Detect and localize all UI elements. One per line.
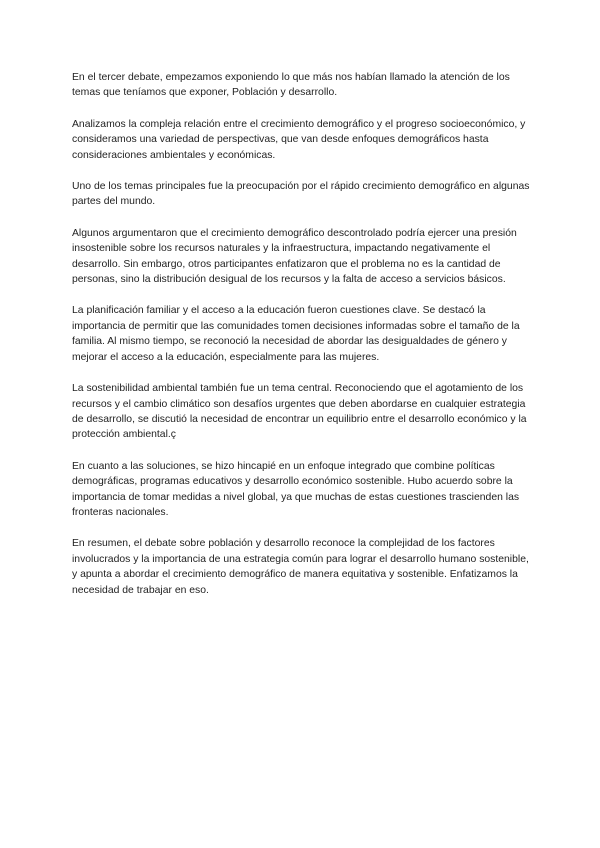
paragraph-sustainability: La sostenibilidad ambiental también fue un tema central. Reconociendo que el agotamiento de los recursos y el cambio climático son desafíos urgentes que deben abordarse en cualquier estrategia de desarrollo, se discutió la necesidad de encontrar un equilibrio entre el desarrollo económico y la protección ambiental.ç: [72, 383, 527, 441]
paragraph-solutions: En cuanto a las soluciones, se hizo hincapié en un enfoque integrado que combine políticas demográficas, programas educativos y desarrollo económico sostenible. Hubo acuerdo sobre la importancia de tomar medidas a nivel global, ya que muchas de estas cuestiones trascienden las fronteras nacionales.: [72, 460, 520, 518]
paragraph-intro: En el tercer debate, empezamos exponiendo lo que más nos habían llamado la atención de los temas que teníamos que exponer, Población y desarrollo.: [72, 72, 510, 99]
paragraph-family-planning: La planificación familiar y el acceso a la educación fueron cuestiones clave. Se destacó la importancia de permitir que las comunidades tomen decisiones informadas sobre el tamaño de la familia. Al mismo tiempo, se reconoció la necesidad de abordar las desigualdades de género y mejorar el acceso a la educación, especialmente para las mujeres.: [72, 305, 520, 363]
document-body: [72, 70, 534, 614]
paragraph-summary: En resumen, el debate sobre población y desarrollo reconoce la complejidad de los factores involucrados y la importancia de una estrategia común para lograr el desarrollo humano sostenible, y apunta a abordar el crecimiento demográfico de manera equitativa y sostenible. Enfatizamos la necesidad de trabajar en eso.: [72, 538, 529, 596]
paragraph-analysis: Analizamos la compleja relación entre el crecimiento demográfico y el progreso socioeconómico, y consideramos una variedad de perspectivas, que van desde enfoques demográficos hasta consideraciones ambientales y económicas.: [72, 118, 526, 161]
paragraph-main-topic: Uno de los temas principales fue la preocupación por el rápido crecimiento demográfico en algunas partes del mundo.: [72, 181, 530, 208]
paragraph-arguments: Algunos argumentaron que el crecimiento demográfico descontrolado podría ejercer una presión insostenible sobre los recursos naturales y la infraestructura, impactando negativamente el desarrollo. Sin embargo, otros participantes enfatizaron que el problema no es la cantidad de personas, sino la distribución desigual de los recursos y la falta de acceso a servicios básicos.: [72, 227, 517, 286]
